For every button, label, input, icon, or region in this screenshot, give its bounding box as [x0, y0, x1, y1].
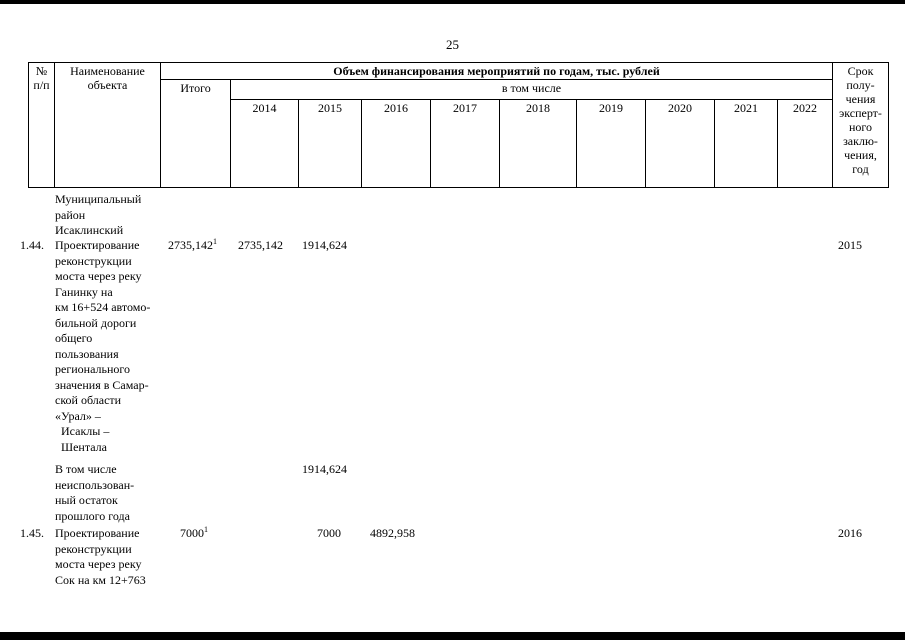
row-total: 7000$^1$ [180, 525, 208, 540]
row-number: 1.45. [20, 526, 44, 540]
bottom-border [0, 632, 905, 640]
header-year: 2018 [500, 100, 577, 188]
including-value-2015: 1914,624 [302, 462, 347, 476]
header-year: 2016 [362, 100, 431, 188]
top-border [0, 0, 905, 4]
header-name: Наименование объекта [55, 63, 161, 188]
header-year: 2020 [646, 100, 715, 188]
header-year: 2014 [231, 100, 299, 188]
district-name: Муниципальный район Исаклинский [55, 192, 142, 237]
row-name: Проектирование реконструкции моста через реку Ганинку на км 16+524 автомо- бильной дороги общего пользования регионального значения в Самар- ской области «Урал» – Исаклы – Шентала [55, 238, 151, 454]
row-name: Проектирование реконструкции моста через реку Сок на км 12+763 [55, 526, 146, 587]
row-term: 2015 [838, 238, 862, 252]
including-name: В том числе неиспользован- ный остаток прошлого года [55, 462, 135, 523]
row-value-2015: 1914,624 [302, 238, 347, 252]
row-value-2014: 2735,142 [238, 238, 283, 252]
row-value-2015: 7000 [317, 526, 341, 540]
row-value-2016: 4892,958 [370, 526, 415, 540]
header-year: 2015 [299, 100, 362, 188]
header-year: 2022 [778, 100, 833, 188]
page-number: 25 [446, 37, 459, 52]
header-year: 2019 [577, 100, 646, 188]
header-term: Срок полу- чения эксперт- ного заклю- чения, год [833, 63, 889, 188]
header-year: 2021 [715, 100, 778, 188]
header-year: 2017 [431, 100, 500, 188]
header-table [28, 62, 889, 188]
row-total: 2735,142$^1$ [168, 237, 217, 252]
row-term: 2016 [838, 526, 862, 540]
header-number: № п/п [29, 63, 55, 188]
header-total: Итого [161, 80, 231, 188]
header-funding: Объем финансирования мероприятий по годам, тыс. рублей [161, 63, 833, 80]
header-including: в том числе [231, 80, 833, 100]
row-number: 1.44. [20, 238, 44, 252]
